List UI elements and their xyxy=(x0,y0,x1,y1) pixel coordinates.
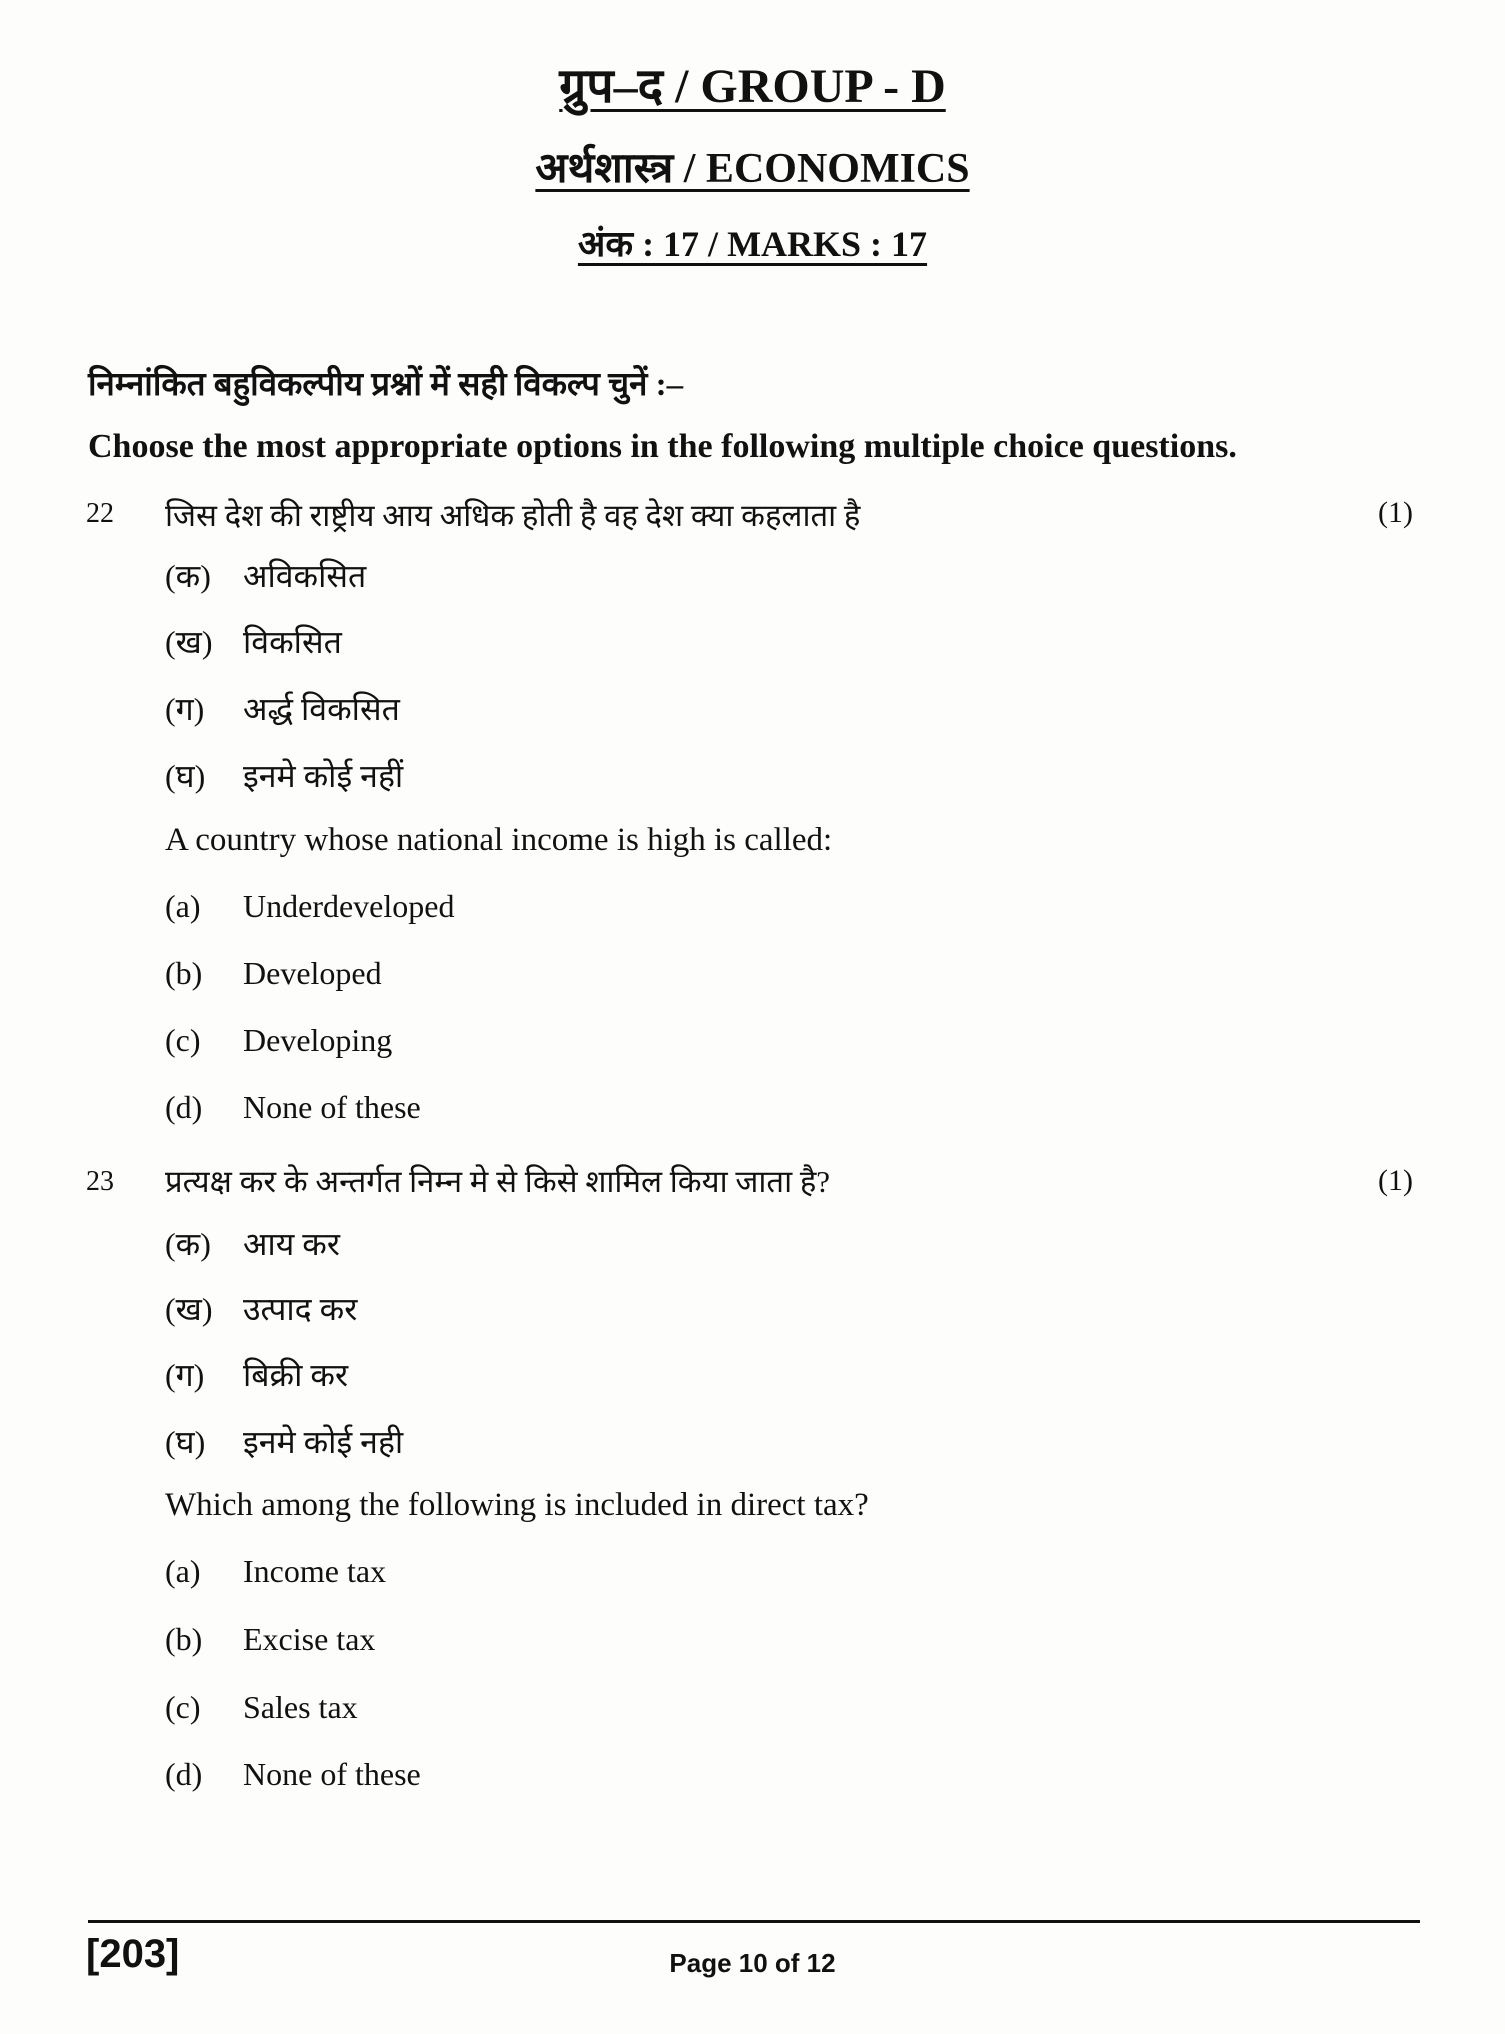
option-english xyxy=(165,888,454,925)
option-english xyxy=(165,1689,358,1726)
option-text: विकसित xyxy=(243,624,342,660)
option-text: आय कर xyxy=(243,1226,340,1262)
instruction-english: Choose the most appropriate options in the following multiple choice questions. xyxy=(88,428,1237,465)
option-label: (क) xyxy=(165,558,211,594)
option-text: None of these xyxy=(243,1756,421,1792)
option-label: (d) xyxy=(165,1756,203,1792)
question-text-english: Which among the following is included in direct tax? xyxy=(165,1487,869,1523)
option-hindi xyxy=(165,754,403,797)
option-label: (घ) xyxy=(165,758,206,794)
option-text: बिक्री कर xyxy=(243,1357,349,1393)
option-text: अर्द्ध विकसित xyxy=(243,691,400,727)
option-text: इनमे कोई नहीं xyxy=(243,758,404,794)
option-label: (b) xyxy=(165,1621,203,1657)
option-english xyxy=(165,955,382,992)
option-hindi xyxy=(165,1287,357,1330)
option-english xyxy=(165,1621,375,1658)
option-text: Excise tax xyxy=(243,1621,376,1657)
question-text-hindi: प्रत्यक्ष कर के अन्तर्गत निम्न मे से किसे शामिल किया जाता है? xyxy=(165,1164,831,1199)
option-label: (क) xyxy=(165,1226,211,1262)
option-text: इनमे कोई नही xyxy=(243,1424,404,1460)
instruction-hindi: निम्नांकित बहुविकल्पीय प्रश्नों में सही विकल्प चुनें :– xyxy=(88,367,684,403)
option-label: (ख) xyxy=(165,1291,213,1327)
option-text: Developed xyxy=(243,955,382,991)
option-text: अविकसित xyxy=(243,558,367,594)
option-english xyxy=(165,1756,421,1793)
option-label: (ग) xyxy=(165,691,205,727)
option-hindi xyxy=(165,1222,340,1265)
option-label: (c) xyxy=(165,1022,201,1058)
option-hindi xyxy=(165,1420,403,1463)
option-text: Sales tax xyxy=(243,1689,358,1725)
option-label: (c) xyxy=(165,1689,201,1725)
option-label: (ग) xyxy=(165,1357,205,1393)
footer-divider xyxy=(88,1920,1420,1923)
option-text: Income tax xyxy=(243,1553,387,1589)
option-text: उत्पाद कर xyxy=(243,1291,358,1327)
group-heading: ग्रुप–द / GROUP - D xyxy=(559,60,946,113)
option-hindi xyxy=(165,554,366,597)
subject-heading: अर्थशास्त्र / ECONOMICS xyxy=(535,146,970,192)
paper-code: [203] xyxy=(86,1932,180,1976)
question-text-hindi: जिस देश की राष्ट्रीय आय अधिक होती है वह देश क्या कहलाता है xyxy=(165,498,861,533)
option-english xyxy=(165,1089,421,1126)
option-text: Underdeveloped xyxy=(243,888,455,924)
option-hindi xyxy=(165,620,342,663)
option-hindi xyxy=(165,687,400,730)
question-marks: (1) xyxy=(1378,496,1413,529)
option-label: (d) xyxy=(165,1089,203,1125)
option-english xyxy=(165,1022,392,1059)
marks-heading: अंक : 17 / MARKS : 17 xyxy=(577,224,928,264)
option-label: (a) xyxy=(165,1553,201,1589)
question-number: 22 xyxy=(86,498,114,529)
option-label: (ख) xyxy=(165,624,213,660)
page-number: Page 10 of 12 xyxy=(669,1948,836,1978)
option-text: None of these xyxy=(243,1089,421,1125)
question-number: 23 xyxy=(86,1166,114,1197)
option-text: Developing xyxy=(243,1022,393,1058)
option-label: (b) xyxy=(165,955,203,991)
option-label: (घ) xyxy=(165,1424,206,1460)
option-english xyxy=(165,1553,386,1590)
question-text-english: A country whose national income is high is called: xyxy=(165,822,833,858)
option-label: (a) xyxy=(165,888,201,924)
option-hindi xyxy=(165,1353,348,1396)
question-marks: (1) xyxy=(1378,1164,1413,1197)
